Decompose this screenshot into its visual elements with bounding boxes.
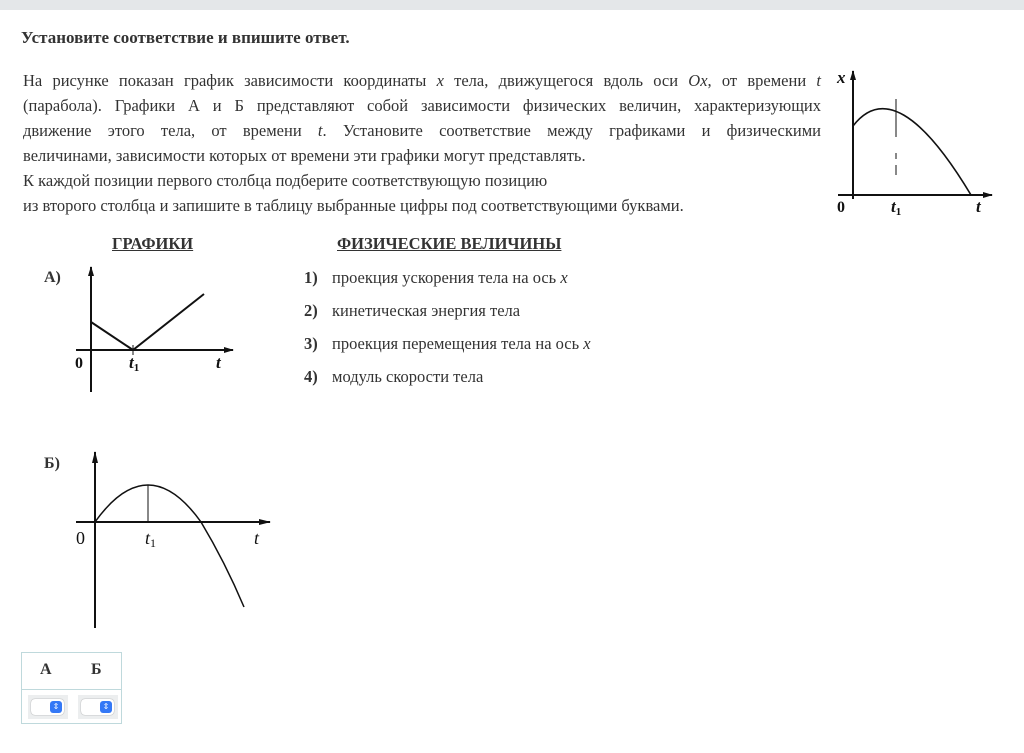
answer-select-b[interactable] [81,699,114,715]
option-3: 3) проекция перемещения тела на ось x [304,334,591,353]
graph-a-t1-label: t1 [129,353,140,374]
answer-table-header [22,653,121,690]
task-title: Установите соответствие и впишите ответ. [21,28,350,47]
graph-a-origin-label: 0 [75,355,83,372]
graphs-heading: ГРАФИКИ [112,234,194,253]
top-bar [0,0,1024,10]
main-graph-x-label: t [976,197,981,216]
desc-line-6: из второго столбца и запишите в таблицу выбранные цифры под соответствующими буквами. [23,196,684,215]
answer-table [21,652,122,724]
answer-select-a[interactable] [31,699,64,715]
answer-col-b: Б [91,661,102,678]
main-graph-t1-label: t1 [891,197,902,218]
main-graph-curve [853,109,971,195]
graph-a-line [91,294,204,350]
answer-select-b-cell [78,695,118,719]
graph-b-t1-label: t1 [145,528,157,550]
task-description [23,68,821,218]
desc-line-4: величинами, зависимости которых от времени эти графики могут представлять. [23,146,586,165]
desc-line-3: движение этого тела, от времени t. Установите соответствие между графиками и физическими [23,121,822,140]
graph-a [70,262,245,397]
up-down-arrows-icon: ⇕ [50,701,62,713]
graph-b-origin-label: 0 [76,528,85,548]
answer-col-a: А [40,661,52,678]
option-4: 4) модуль скорости тела [304,367,484,386]
graph-a-label: А) [44,269,61,286]
desc-line-1: На рисунке показан график зависимости координаты x тела, движущегося вдоль оси Ox, от времени t [23,71,821,90]
graph-b-label: Б) [44,455,60,472]
option-1: 1) проекция ускорения тела на ось x [304,268,568,287]
answer-select-a-cell [28,695,68,719]
graph-b [70,448,280,633]
main-graph [830,62,1000,222]
graph-b-curve [95,485,244,607]
graph-a-x-label: t [216,353,221,372]
up-down-arrows-icon: ⇕ [100,701,112,713]
graph-b-x-label: t [254,528,260,548]
main-graph-y-label: x [837,68,846,87]
desc-line-2: (парабола). Графики А и Б представляют собой зависимости физических величин, характеризующих [23,96,821,115]
desc-line-5: К каждой позиции первого столбца подберите соответствующую позицию [23,171,548,190]
quantities-heading: ФИЗИЧЕСКИЕ ВЕЛИЧИНЫ [337,234,562,253]
main-graph-origin-label: 0 [837,199,845,216]
option-2: 2) кинетическая энергия тела [304,301,521,320]
